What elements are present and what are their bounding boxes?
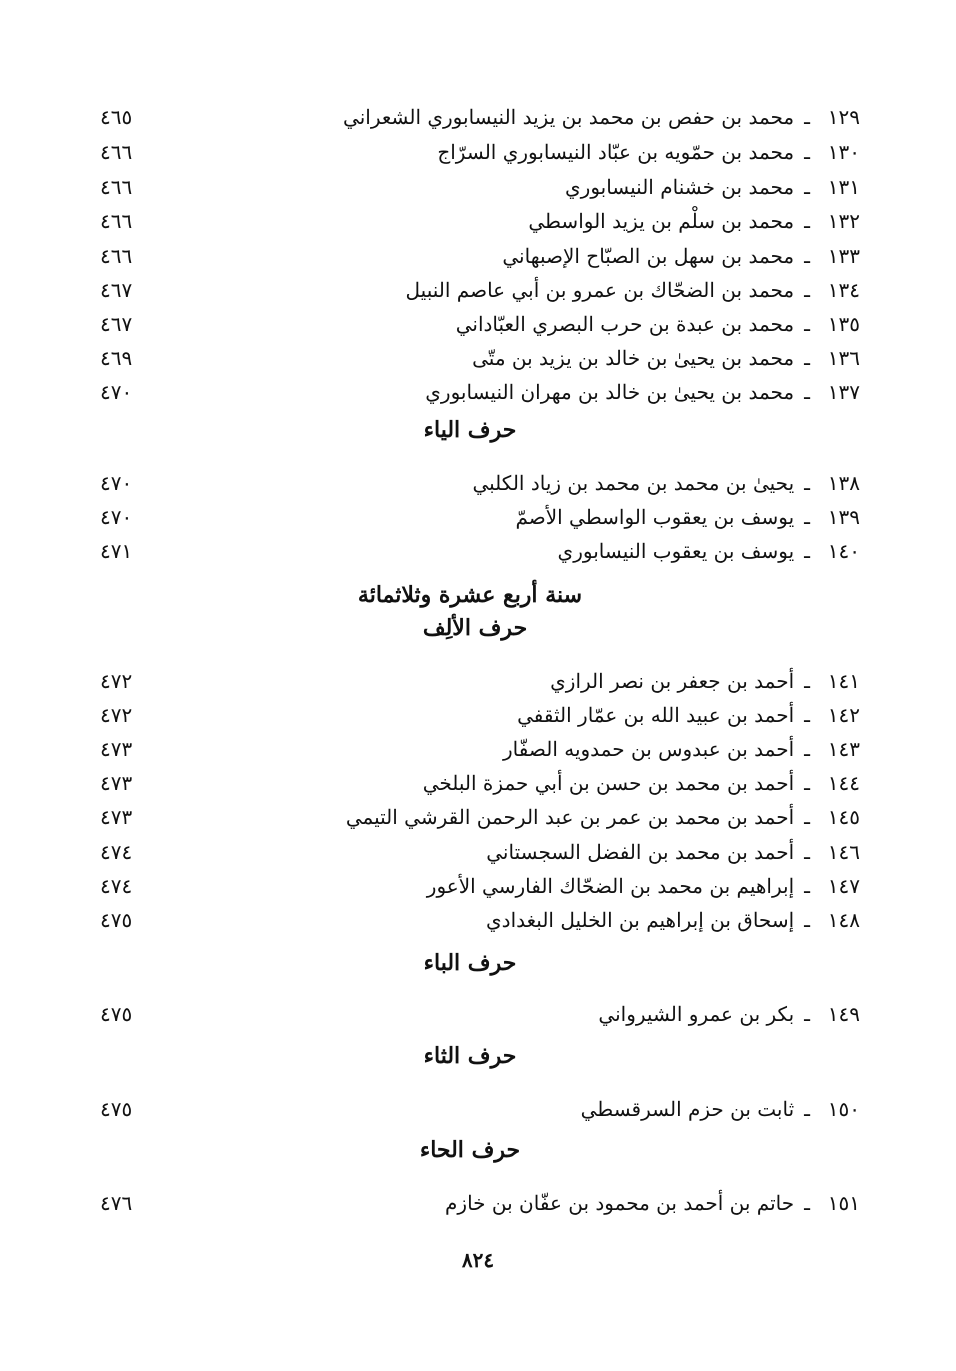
- section-heading-ha: حرف الحاء: [419, 1137, 521, 1163]
- entry-dash: ـ: [804, 1002, 810, 1026]
- section-heading-ba: حرف الباء: [423, 950, 517, 976]
- entry-dash: ـ: [804, 105, 810, 129]
- index-entry: [100, 170, 860, 204]
- index-entry: [100, 204, 860, 238]
- entry-dash: ـ: [804, 1191, 810, 1215]
- entry-dash: ـ: [804, 380, 810, 404]
- entry-page: ٤٧٥: [100, 1097, 133, 1121]
- entry-dash: ـ: [804, 346, 810, 370]
- index-entry: [100, 903, 860, 937]
- entry-name: محمد بن يحيىٰ بن خالد بن مهران النيسابوري: [425, 380, 795, 404]
- index-entry: [100, 375, 860, 409]
- entry-number: ١٣١: [827, 175, 860, 199]
- entry-page: ٤٧٠: [100, 380, 133, 404]
- entry-number: ١٣٧: [827, 380, 860, 404]
- entry-page: ٤٧٤: [100, 874, 133, 898]
- entry-page: ٤٧٥: [100, 908, 133, 932]
- entry-page: ٤٦٦: [100, 209, 133, 233]
- entry-page: ٤٧١: [100, 539, 133, 563]
- entry-number: ١٤٤: [827, 771, 860, 795]
- entry-name: يوسف بن يعقوب الواسطي الأصمّ: [515, 505, 795, 529]
- section-heading-ya: حرف الياء: [423, 417, 517, 443]
- entry-name: أحمد بن محمد بن حسن بن أبي حمزة البلخي: [422, 771, 795, 795]
- entry-dash: ـ: [804, 908, 810, 932]
- entry-dash: ـ: [804, 471, 810, 495]
- entry-number: ١٣٠: [827, 140, 860, 164]
- index-entry: [100, 835, 860, 869]
- entry-page: ٤٦٦: [100, 175, 133, 199]
- entry-number: ١٤٨: [827, 908, 860, 932]
- entry-name: محمد بن سلْم بن يزيد الواسطي: [528, 209, 795, 233]
- entry-name: محمد بن سهل بن الصبّاح الإصبهاني: [502, 244, 795, 268]
- index-entry: [100, 1186, 860, 1220]
- index-entry: [100, 534, 860, 568]
- entry-dash: ـ: [804, 874, 810, 898]
- entry-dash: ـ: [804, 703, 810, 727]
- entry-dash: ـ: [804, 209, 810, 233]
- entry-number: ١٤٩: [827, 1002, 860, 1026]
- entry-page: ٤٧٤: [100, 840, 133, 864]
- entry-page: ٤٦٦: [100, 140, 133, 164]
- entry-page: ٤٦٥: [100, 105, 133, 129]
- entry-name: محمد بن حمّويه بن عبّاد النيسابوري السرّاج: [437, 140, 795, 164]
- entry-number: ١٣٦: [827, 346, 860, 370]
- entry-dash: ـ: [804, 539, 810, 563]
- entry-page: ٤٧٠: [100, 505, 133, 529]
- entry-name: محمد بن الضحّاك بن عمرو بن أبي عاصم النبيل: [405, 278, 795, 302]
- index-entry: [100, 800, 860, 834]
- entry-dash: ـ: [804, 312, 810, 336]
- entry-dash: ـ: [804, 1097, 810, 1121]
- entry-number: ١٤١: [827, 669, 860, 693]
- index-entry: [100, 664, 860, 698]
- entry-page: ٤٧٣: [100, 771, 133, 795]
- index-entry: [100, 732, 860, 766]
- entry-name: أحمد بن محمد بن عمر بن عبد الرحمن القرشي التيمي: [345, 805, 795, 829]
- entry-number: ١٣٤: [827, 278, 860, 302]
- entry-page: ٤٧٢: [100, 703, 133, 727]
- entry-name: بكر بن عمرو الشيرواني: [598, 1002, 795, 1026]
- index-entry: [100, 1092, 860, 1126]
- index-entry: [100, 100, 860, 134]
- section-heading-tha: حرف الثاء: [423, 1043, 517, 1069]
- entry-number: ١٤٣: [827, 737, 860, 761]
- index-entry: [100, 869, 860, 903]
- entry-name: محمد بن خشنام النيسابوري: [565, 175, 795, 199]
- index-entry: [100, 997, 860, 1031]
- index-entry: [100, 500, 860, 534]
- entry-name: يحيىٰ بن محمد بن محمد بن زياد الكلبي: [472, 471, 795, 495]
- index-entry: [100, 135, 860, 169]
- entry-number: ١٥٠: [827, 1097, 860, 1121]
- entry-number: ١٢٩: [827, 105, 860, 129]
- entry-page: ٤٦٧: [100, 312, 133, 336]
- entry-dash: ـ: [804, 244, 810, 268]
- entry-page: ٤٧٥: [100, 1002, 133, 1026]
- entry-name: أحمد بن جعفر بن نصر الرازي: [550, 669, 795, 693]
- entry-name: إسحاق بن إبراهيم بن الخليل البغدادي: [486, 908, 795, 932]
- year-heading: سنة أربع عشرة وثلاثمائة: [357, 582, 583, 608]
- entry-dash: ـ: [804, 771, 810, 795]
- entry-page: ٤٧٢: [100, 669, 133, 693]
- entry-name: محمد بن حفص بن محمد بن يزيد النيسابوري الشعراني: [343, 105, 795, 129]
- entry-name: حاتم بن أحمد بن محمود بن عفّان بن خازم: [445, 1191, 795, 1215]
- entry-number: ١٣٥: [827, 312, 860, 336]
- entry-name: محمد بن عبدة بن حرب البصري العبّاداني: [455, 312, 795, 336]
- index-entry: [100, 307, 860, 341]
- entry-page: ٤٧٠: [100, 471, 133, 495]
- entry-dash: ـ: [804, 737, 810, 761]
- entry-dash: ـ: [804, 805, 810, 829]
- entry-page: ٤٧٣: [100, 737, 133, 761]
- index-entry: [100, 341, 860, 375]
- entry-number: ١٣٨: [827, 471, 860, 495]
- entry-dash: ـ: [804, 140, 810, 164]
- index-entry: [100, 698, 860, 732]
- entry-dash: ـ: [804, 840, 810, 864]
- entry-number: ١٣٢: [827, 209, 860, 233]
- entry-dash: ـ: [804, 175, 810, 199]
- page-number: ٨٢٤: [461, 1248, 495, 1272]
- entry-name: أحمد بن محمد بن الفضل السجستاني: [486, 840, 795, 864]
- entry-number: ١٤٦: [827, 840, 860, 864]
- entry-name: محمد بن يحيىٰ بن خالد بن يزيد بن متّى: [472, 346, 795, 370]
- entry-number: ١٤٧: [827, 874, 860, 898]
- entry-page: ٤٦٩: [100, 346, 133, 370]
- entry-name: أحمد بن عبيد الله بن عمّار الثقفي: [517, 703, 795, 727]
- entry-number: ١٣٩: [827, 505, 860, 529]
- section-heading-alif: حرف الألِف: [422, 615, 528, 641]
- entry-number: ١٥١: [827, 1191, 860, 1215]
- entry-name: أحمد بن عبدوس بن حمدويه الصفّار: [503, 737, 795, 761]
- entry-page: ٤٧٣: [100, 805, 133, 829]
- entry-number: ١٤٥: [827, 805, 860, 829]
- index-entry: [100, 273, 860, 307]
- entry-number: ١٤٢: [827, 703, 860, 727]
- entry-page: ٤٧٦: [100, 1191, 133, 1215]
- entry-number: ١٤٠: [827, 539, 860, 563]
- entry-dash: ـ: [804, 669, 810, 693]
- entry-page: ٤٦٧: [100, 278, 133, 302]
- entry-name: يوسف بن يعقوب النيسابوري: [557, 539, 795, 563]
- index-entry: [100, 766, 860, 800]
- index-entry: [100, 466, 860, 500]
- entry-name: ثابت بن حزم السرقسطي: [580, 1097, 795, 1121]
- entry-number: ١٣٣: [827, 244, 860, 268]
- entry-name: إبراهيم بن محمد بن الضحّاك الفارسي الأعور: [426, 874, 795, 898]
- index-entry: [100, 239, 860, 273]
- entry-dash: ـ: [804, 505, 810, 529]
- entry-dash: ـ: [804, 278, 810, 302]
- entry-page: ٤٦٦: [100, 244, 133, 268]
